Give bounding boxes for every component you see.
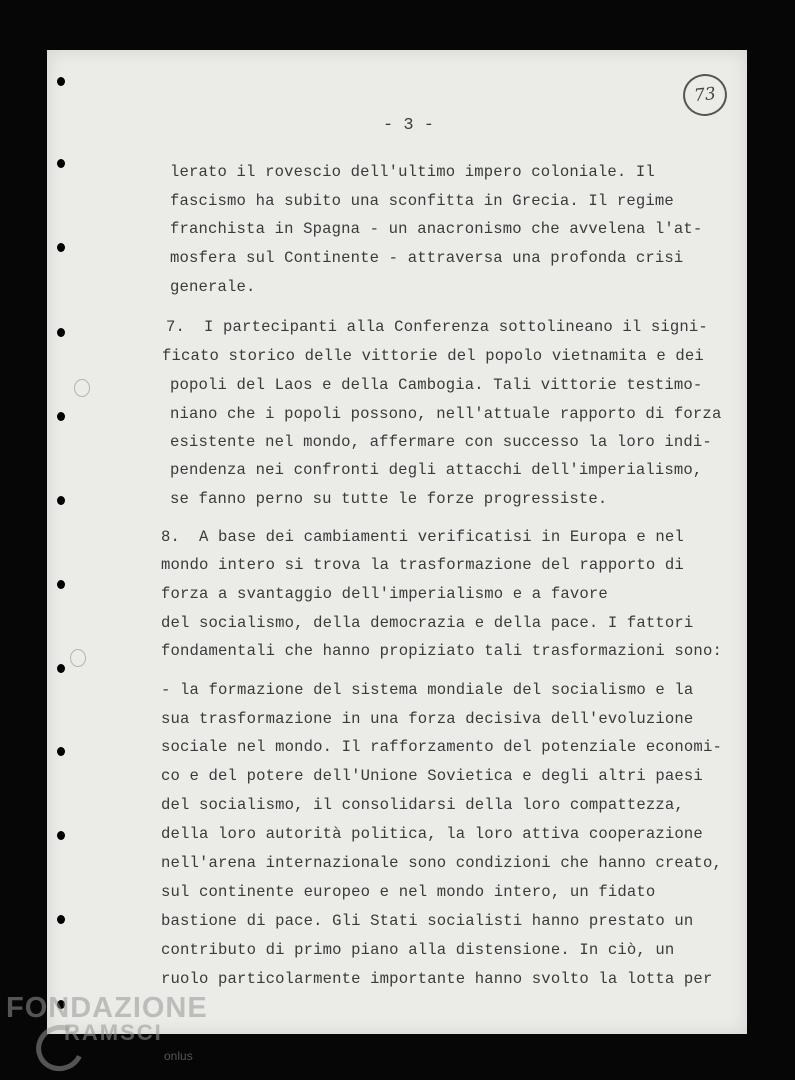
text-line: ruolo particolarmente importante hanno svolto la lotta per — [161, 970, 713, 988]
text-line: - la formazione del sistema mondiale del socialismo e la — [161, 681, 694, 699]
text-line: popoli del Laos e della Cambogia. Tali vittorie testimo- — [170, 376, 703, 394]
text-line: 8. A base dei cambiamenti verificatisi in Europa e nel — [161, 528, 684, 546]
text-line: mondo intero si trova la trasformazione del rapporto di — [161, 556, 684, 574]
watermark-line2: RAMSCI — [64, 1020, 163, 1045]
fondazione-gramsci-watermark — [6, 992, 208, 1063]
text-line: della loro autorità politica, la loro attiva cooperazione — [161, 825, 703, 843]
text-line: lerato il rovescio dell'ultimo impero coloniale. Il — [170, 163, 655, 181]
page-number: - 3 - — [383, 116, 435, 135]
text-line: bastione di pace. Gli Stati socialisti hanno prestato un — [161, 912, 694, 930]
text-line: generale. — [170, 278, 256, 296]
text-line: esistente nel mondo, affermare con successo la loro indi- — [170, 433, 712, 451]
text-line: sua trasformazione in una forza decisiva dell'evoluzione — [161, 710, 694, 728]
text-line: ficato storico delle vittorie del popolo vietnamita e dei — [162, 347, 704, 365]
watermark-line1: FONDAZIONE — [6, 992, 208, 1024]
text-line: mosfera sul Continente - attraversa una profonda crisi — [170, 249, 684, 267]
binder-hole — [57, 412, 65, 421]
binder-hole — [57, 747, 65, 756]
archive-number-stamp: 73 — [681, 72, 729, 118]
text-line: nell'arena internazionale sono condizioni che hanno creato, — [161, 854, 722, 872]
binder-hole — [57, 664, 65, 673]
binder-hole — [57, 328, 65, 337]
text-line: sociale nel mondo. Il rafforzamento del potenziale economi- — [161, 738, 722, 756]
text-line: sul continente europeo e nel mondo intero, un fidato — [161, 883, 656, 901]
text-line: niano che i popoli possono, nell'attuale rapporto di forza — [170, 405, 722, 423]
text-line: franchista in Spagna - un anacronismo che avvelena l'at- — [170, 220, 703, 238]
text-line: fascismo ha subito una sconfitta in Grecia. Il regime — [170, 192, 674, 210]
binder-hole — [57, 580, 65, 589]
text-line: 7. I partecipanti alla Conferenza sottolineano il signi- — [166, 318, 708, 336]
text-line: forza a svantaggio dell'imperialismo e a favore — [161, 585, 608, 603]
hole-mark — [74, 379, 90, 397]
binder-hole — [57, 243, 65, 252]
binder-hole — [57, 915, 65, 924]
binder-hole — [57, 159, 65, 168]
text-line: contributo di primo piano alla distensione. In ciò, un — [161, 941, 675, 959]
hole-mark — [70, 649, 86, 667]
text-line: co e del potere dell'Unione Sovietica e degli altri paesi — [161, 767, 703, 785]
binder-hole — [57, 77, 65, 86]
binder-hole — [57, 831, 65, 840]
text-line: del socialismo, della democrazia e della pace. I fattori — [161, 614, 694, 632]
binder-hole — [57, 496, 65, 505]
text-line: pendenza nei confronti degli attacchi dell'imperialismo, — [170, 461, 703, 479]
text-line: del socialismo, il consolidarsi della loro compattezza, — [161, 796, 684, 814]
text-line: fondamentali che hanno propiziato tali trasformazioni sono: — [161, 642, 722, 660]
text-line: se fanno perno su tutte le forze progressiste. — [170, 490, 608, 508]
watermark-line3: onlus — [164, 1049, 193, 1063]
